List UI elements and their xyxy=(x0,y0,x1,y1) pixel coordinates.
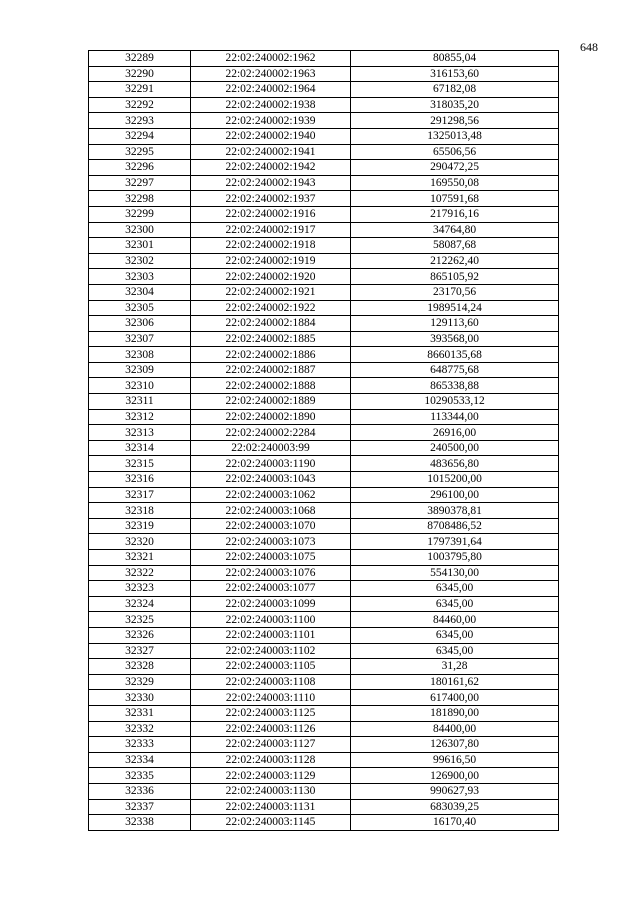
value-cell: 8708486,52 xyxy=(351,518,559,534)
cadastral-number-cell: 22:02:240003:1077 xyxy=(191,581,351,597)
cadastral-number-cell: 22:02:240002:1940 xyxy=(191,128,351,144)
value-cell: 6345,00 xyxy=(351,627,559,643)
row-number-cell: 32297 xyxy=(89,175,191,191)
row-number-cell: 32330 xyxy=(89,690,191,706)
row-number-cell: 32298 xyxy=(89,191,191,207)
value-cell: 617400,00 xyxy=(351,690,559,706)
value-cell: 296100,00 xyxy=(351,487,559,503)
row-number-cell: 32319 xyxy=(89,518,191,534)
row-number-cell: 32293 xyxy=(89,113,191,129)
cadastral-number-cell: 22:02:240002:1964 xyxy=(191,82,351,98)
value-cell: 316153,60 xyxy=(351,66,559,82)
table-row xyxy=(89,378,559,394)
table-row xyxy=(89,66,559,82)
cadastral-number-cell: 22:02:240003:1062 xyxy=(191,487,351,503)
cadastral-number-cell: 22:02:240003:1073 xyxy=(191,534,351,550)
row-number-cell: 32315 xyxy=(89,456,191,472)
cadastral-number-cell: 22:02:240002:1889 xyxy=(191,394,351,410)
cadastral-number-cell: 22:02:240003:1099 xyxy=(191,596,351,612)
table-row xyxy=(89,409,559,425)
cadastral-number-cell: 22:02:240003:1110 xyxy=(191,690,351,706)
row-number-cell: 32311 xyxy=(89,394,191,410)
row-number-cell: 32303 xyxy=(89,269,191,285)
row-number-cell: 32294 xyxy=(89,128,191,144)
cadastral-number-cell: 22:02:240003:1070 xyxy=(191,518,351,534)
cadastral-number-cell: 22:02:240002:1888 xyxy=(191,378,351,394)
table-row xyxy=(89,206,559,222)
value-cell: 58087,68 xyxy=(351,238,559,254)
value-cell: 1003795,80 xyxy=(351,550,559,566)
table-row xyxy=(89,487,559,503)
cadastral-number-cell: 22:02:240002:1916 xyxy=(191,206,351,222)
value-cell: 84400,00 xyxy=(351,721,559,737)
cadastral-number-cell: 22:02:240002:1943 xyxy=(191,175,351,191)
value-cell: 113344,00 xyxy=(351,409,559,425)
value-cell: 67182,08 xyxy=(351,82,559,98)
cadastral-number-cell: 22:02:240003:1100 xyxy=(191,612,351,628)
row-number-cell: 32318 xyxy=(89,503,191,519)
table-row xyxy=(89,222,559,238)
table-row xyxy=(89,175,559,191)
cadastral-number-cell: 22:02:240003:1108 xyxy=(191,674,351,690)
cadastral-number-cell: 22:02:240003:1129 xyxy=(191,768,351,784)
table-row xyxy=(89,690,559,706)
table-row xyxy=(89,144,559,160)
cadastral-number-cell: 22:02:240002:1963 xyxy=(191,66,351,82)
row-number-cell: 32333 xyxy=(89,737,191,753)
cadastral-number-cell: 22:02:240003:1043 xyxy=(191,472,351,488)
table-row xyxy=(89,643,559,659)
cadastral-number-cell: 22:02:240002:1884 xyxy=(191,316,351,332)
row-number-cell: 32308 xyxy=(89,347,191,363)
row-number-cell: 32331 xyxy=(89,705,191,721)
table-row xyxy=(89,362,559,378)
table-row xyxy=(89,550,559,566)
value-cell: 393568,00 xyxy=(351,331,559,347)
table-row xyxy=(89,160,559,176)
table-row xyxy=(89,721,559,737)
table-row xyxy=(89,674,559,690)
value-cell: 180161,62 xyxy=(351,674,559,690)
cadastral-number-cell: 22:02:240003:1075 xyxy=(191,550,351,566)
table-row xyxy=(89,97,559,113)
row-number-cell: 32316 xyxy=(89,472,191,488)
value-cell: 1325013,48 xyxy=(351,128,559,144)
registry-table-body xyxy=(89,51,559,831)
table-row xyxy=(89,191,559,207)
row-number-cell: 32300 xyxy=(89,222,191,238)
table-row xyxy=(89,752,559,768)
table-row xyxy=(89,238,559,254)
value-cell: 291298,56 xyxy=(351,113,559,129)
cadastral-number-cell: 22:02:240002:1919 xyxy=(191,253,351,269)
value-cell: 126900,00 xyxy=(351,768,559,784)
cadastral-number-cell: 22:02:240003:1068 xyxy=(191,503,351,519)
value-cell: 1015200,00 xyxy=(351,472,559,488)
value-cell: 84460,00 xyxy=(351,612,559,628)
value-cell: 10290533,12 xyxy=(351,394,559,410)
registry-table xyxy=(88,50,559,831)
cadastral-number-cell: 22:02:240003:1127 xyxy=(191,737,351,753)
row-number-cell: 32323 xyxy=(89,581,191,597)
row-number-cell: 32302 xyxy=(89,253,191,269)
row-number-cell: 32305 xyxy=(89,300,191,316)
table-row xyxy=(89,394,559,410)
row-number-cell: 32314 xyxy=(89,440,191,456)
table-row xyxy=(89,253,559,269)
value-cell: 31,28 xyxy=(351,659,559,675)
table-row xyxy=(89,503,559,519)
value-cell: 212262,40 xyxy=(351,253,559,269)
value-cell: 290472,25 xyxy=(351,160,559,176)
value-cell: 8660135,68 xyxy=(351,347,559,363)
value-cell: 217916,16 xyxy=(351,206,559,222)
value-cell: 169550,08 xyxy=(351,175,559,191)
row-number-cell: 32317 xyxy=(89,487,191,503)
value-cell: 181890,00 xyxy=(351,705,559,721)
value-cell: 99616,50 xyxy=(351,752,559,768)
value-cell: 240500,00 xyxy=(351,440,559,456)
value-cell: 129113,60 xyxy=(351,316,559,332)
value-cell: 16170,40 xyxy=(351,815,559,831)
row-number-cell: 32338 xyxy=(89,815,191,831)
value-cell: 554130,00 xyxy=(351,565,559,581)
row-number-cell: 32307 xyxy=(89,331,191,347)
value-cell: 865338,88 xyxy=(351,378,559,394)
row-number-cell: 32289 xyxy=(89,51,191,67)
cadastral-number-cell: 22:02:240002:1885 xyxy=(191,331,351,347)
table-row xyxy=(89,300,559,316)
value-cell: 34764,80 xyxy=(351,222,559,238)
cadastral-number-cell: 22:02:240002:1921 xyxy=(191,284,351,300)
cadastral-number-cell: 22:02:240003:1130 xyxy=(191,783,351,799)
row-number-cell: 32320 xyxy=(89,534,191,550)
cadastral-number-cell: 22:02:240002:1941 xyxy=(191,144,351,160)
row-number-cell: 32299 xyxy=(89,206,191,222)
table-row xyxy=(89,534,559,550)
value-cell: 80855,04 xyxy=(351,51,559,67)
table-row xyxy=(89,284,559,300)
cadastral-number-cell: 22:02:240002:1890 xyxy=(191,409,351,425)
cadastral-number-cell: 22:02:240002:1942 xyxy=(191,160,351,176)
table-row xyxy=(89,51,559,67)
table-row xyxy=(89,425,559,441)
cadastral-number-cell: 22:02:240003:1128 xyxy=(191,752,351,768)
cadastral-number-cell: 22:02:240003:1131 xyxy=(191,799,351,815)
value-cell: 6345,00 xyxy=(351,581,559,597)
row-number-cell: 32301 xyxy=(89,238,191,254)
table-row xyxy=(89,316,559,332)
cadastral-number-cell: 22:02:240003:1190 xyxy=(191,456,351,472)
table-row xyxy=(89,815,559,831)
cadastral-number-cell: 22:02:240002:1938 xyxy=(191,97,351,113)
value-cell: 126307,80 xyxy=(351,737,559,753)
row-number-cell: 32324 xyxy=(89,596,191,612)
row-number-cell: 32291 xyxy=(89,82,191,98)
cadastral-number-cell: 22:02:240002:1886 xyxy=(191,347,351,363)
value-cell: 6345,00 xyxy=(351,596,559,612)
table-row xyxy=(89,565,559,581)
table-row xyxy=(89,596,559,612)
row-number-cell: 32310 xyxy=(89,378,191,394)
value-cell: 107591,68 xyxy=(351,191,559,207)
row-number-cell: 32304 xyxy=(89,284,191,300)
cadastral-number-cell: 22:02:240002:1937 xyxy=(191,191,351,207)
cadastral-number-cell: 22:02:240002:1939 xyxy=(191,113,351,129)
row-number-cell: 32329 xyxy=(89,674,191,690)
table-row xyxy=(89,659,559,675)
cadastral-number-cell: 22:02:240003:1126 xyxy=(191,721,351,737)
cadastral-number-cell: 22:02:240003:99 xyxy=(191,440,351,456)
cadastral-number-cell: 22:02:240003:1101 xyxy=(191,627,351,643)
cadastral-number-cell: 22:02:240003:1125 xyxy=(191,705,351,721)
table-row xyxy=(89,82,559,98)
cadastral-number-cell: 22:02:240003:1105 xyxy=(191,659,351,675)
table-row xyxy=(89,612,559,628)
row-number-cell: 32326 xyxy=(89,627,191,643)
value-cell: 65506,56 xyxy=(351,144,559,160)
row-number-cell: 32334 xyxy=(89,752,191,768)
value-cell: 23170,56 xyxy=(351,284,559,300)
table-row xyxy=(89,518,559,534)
cadastral-number-cell: 22:02:240002:1962 xyxy=(191,51,351,67)
row-number-cell: 32295 xyxy=(89,144,191,160)
table-row xyxy=(89,783,559,799)
value-cell: 1989514,24 xyxy=(351,300,559,316)
row-number-cell: 32309 xyxy=(89,362,191,378)
row-number-cell: 32332 xyxy=(89,721,191,737)
value-cell: 6345,00 xyxy=(351,643,559,659)
cadastral-number-cell: 22:02:240003:1102 xyxy=(191,643,351,659)
value-cell: 318035,20 xyxy=(351,97,559,113)
row-number-cell: 32335 xyxy=(89,768,191,784)
table-row xyxy=(89,128,559,144)
value-cell: 990627,93 xyxy=(351,783,559,799)
cadastral-number-cell: 22:02:240003:1076 xyxy=(191,565,351,581)
row-number-cell: 32337 xyxy=(89,799,191,815)
row-number-cell: 32296 xyxy=(89,160,191,176)
table-row xyxy=(89,331,559,347)
row-number-cell: 32313 xyxy=(89,425,191,441)
cadastral-number-cell: 22:02:240003:1145 xyxy=(191,815,351,831)
table-row xyxy=(89,705,559,721)
row-number-cell: 32325 xyxy=(89,612,191,628)
row-number-cell: 32328 xyxy=(89,659,191,675)
value-cell: 865105,92 xyxy=(351,269,559,285)
table-row xyxy=(89,269,559,285)
table-row xyxy=(89,440,559,456)
value-cell: 648775,68 xyxy=(351,362,559,378)
row-number-cell: 32292 xyxy=(89,97,191,113)
table-row xyxy=(89,627,559,643)
value-cell: 3890378,81 xyxy=(351,503,559,519)
value-cell: 26916,00 xyxy=(351,425,559,441)
row-number-cell: 32290 xyxy=(89,66,191,82)
row-number-cell: 32327 xyxy=(89,643,191,659)
value-cell: 483656,80 xyxy=(351,456,559,472)
row-number-cell: 32322 xyxy=(89,565,191,581)
cadastral-number-cell: 22:02:240002:1920 xyxy=(191,269,351,285)
row-number-cell: 32321 xyxy=(89,550,191,566)
row-number-cell: 32312 xyxy=(89,409,191,425)
row-number-cell: 32306 xyxy=(89,316,191,332)
cadastral-number-cell: 22:02:240002:2284 xyxy=(191,425,351,441)
cadastral-number-cell: 22:02:240002:1918 xyxy=(191,238,351,254)
row-number-cell: 32336 xyxy=(89,783,191,799)
value-cell: 683039,25 xyxy=(351,799,559,815)
table-row xyxy=(89,737,559,753)
table-row xyxy=(89,113,559,129)
cadastral-number-cell: 22:02:240002:1922 xyxy=(191,300,351,316)
table-row xyxy=(89,581,559,597)
table-row xyxy=(89,347,559,363)
page-number: 648 xyxy=(580,40,598,54)
value-cell: 1797391,64 xyxy=(351,534,559,550)
table-row xyxy=(89,456,559,472)
cadastral-number-cell: 22:02:240002:1887 xyxy=(191,362,351,378)
table-row xyxy=(89,768,559,784)
cadastral-number-cell: 22:02:240002:1917 xyxy=(191,222,351,238)
table-row xyxy=(89,799,559,815)
table-row xyxy=(89,472,559,488)
